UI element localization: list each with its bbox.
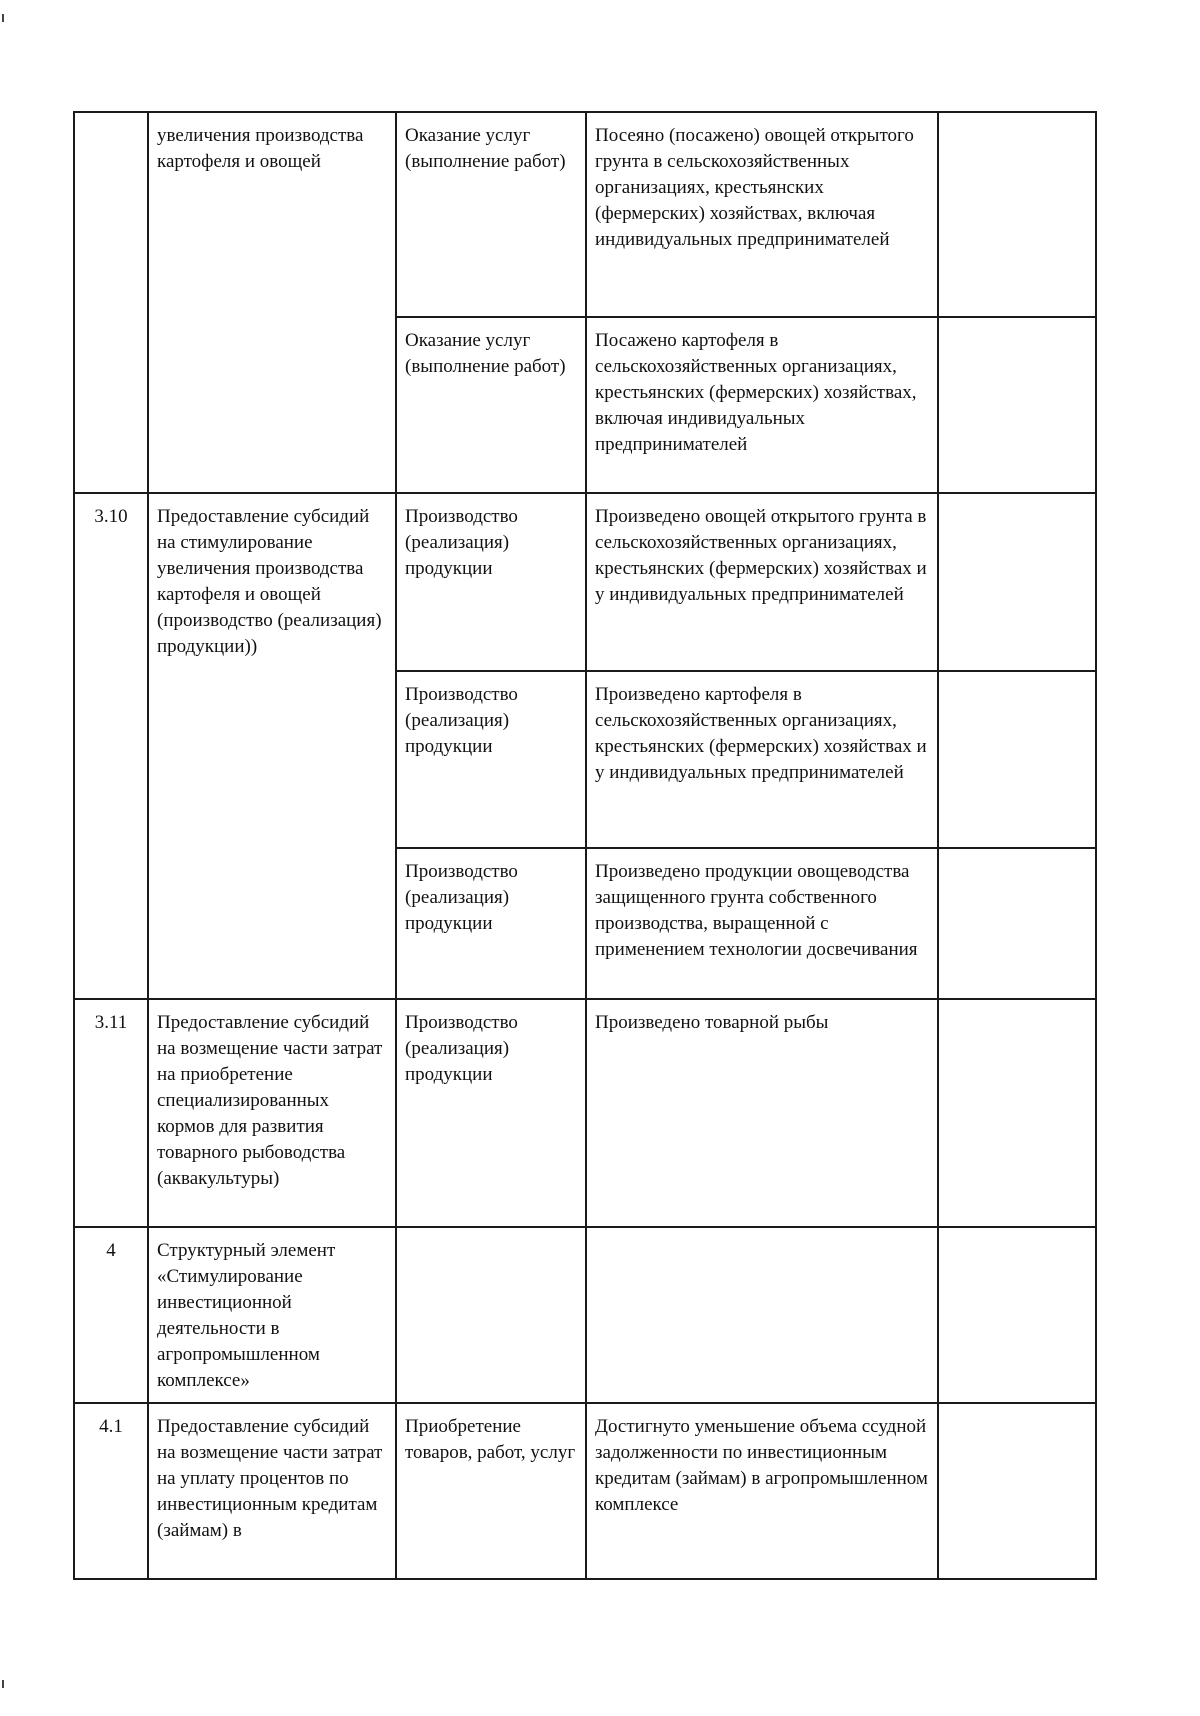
measure-type-cell: Производство (реализация) продукции <box>396 848 586 999</box>
result-cell: Произведено товарной рыбы <box>586 999 938 1227</box>
measures-table <box>73 111 1097 1580</box>
measure-type-cell: Приобретение товаров, работ, услуг <box>396 1403 586 1579</box>
measure-name-cell: увеличения производства картофеля и овощей <box>148 112 396 493</box>
measure-type-cell <box>396 1227 586 1403</box>
empty-value-cell <box>938 999 1096 1227</box>
scan-mark-top <box>2 14 4 22</box>
measure-name-cell: Предоставление субсидий на возмещение части затрат на приобретение специализированных кормов для развития товарного рыбоводства (аквакультуры) <box>148 999 396 1227</box>
empty-value-cell <box>938 112 1096 317</box>
empty-value-cell <box>938 848 1096 999</box>
empty-value-cell <box>938 1403 1096 1579</box>
result-cell <box>586 1227 938 1403</box>
scan-mark-bottom <box>2 1680 4 1688</box>
measure-name-cell: Предоставление субсидий на возмещение части затрат на уплату процентов по инвестиционным кредитам (займам) в <box>148 1403 396 1579</box>
measure-type-cell: Оказание услуг (выполнение работ) <box>396 317 586 493</box>
measure-type-cell: Производство (реализация) продукции <box>396 493 586 671</box>
empty-value-cell <box>938 317 1096 493</box>
measure-type-cell: Производство (реализация) продукции <box>396 671 586 848</box>
measure-name-cell: Структурный элемент «Стимулирование инвестиционной деятельности в агропромышленном комплексе» <box>148 1227 396 1403</box>
measure-type-cell: Производство (реализация) продукции <box>396 999 586 1227</box>
table-row <box>74 1227 1096 1403</box>
result-cell: Произведено продукции овощеводства защищенного грунта собственного производства, выращенной с применением технологии досвечивания <box>586 848 938 999</box>
row-number-cell: 4.1 <box>74 1403 148 1579</box>
result-cell: Достигнуто уменьшение объема ссудной задолженности по инвестиционным кредитам (займам) в агропромышленном комплексе <box>586 1403 938 1579</box>
empty-value-cell <box>938 1227 1096 1403</box>
row-number-cell: 4 <box>74 1227 148 1403</box>
row-number-cell: 3.11 <box>74 999 148 1227</box>
measure-name-cell: Предоставление субсидий на стимулирование увеличения производства картофеля и овощей (производство (реализация) продукции)) <box>148 493 396 999</box>
row-number-cell: 3.10 <box>74 493 148 999</box>
result-cell: Произведено овощей открытого грунта в сельскохозяйственных организациях, крестьянских (фермерских) хозяйствах и у индивидуальных предпринимателей <box>586 493 938 671</box>
table-row <box>74 999 1096 1227</box>
row-number-cell <box>74 112 148 493</box>
empty-value-cell <box>938 493 1096 671</box>
result-cell: Произведено картофеля в сельскохозяйственных организациях, крестьянских (фермерских) хозяйствах и у индивидуальных предпринимателей <box>586 671 938 848</box>
result-cell: Посажено картофеля в сельскохозяйственных организациях, крестьянских (фермерских) хозяйствах, включая индивидуальных предпринимателей <box>586 317 938 493</box>
measure-type-cell: Оказание услуг (выполнение работ) <box>396 112 586 317</box>
table-row <box>74 493 1096 671</box>
table-row <box>74 112 1096 317</box>
result-cell: Посеяно (посажено) овощей открытого грунта в сельскохозяйственных организациях, крестьянских (фермерских) хозяйствах, включая индивидуальных предпринимателей <box>586 112 938 317</box>
empty-value-cell <box>938 671 1096 848</box>
table-row <box>74 1403 1096 1579</box>
